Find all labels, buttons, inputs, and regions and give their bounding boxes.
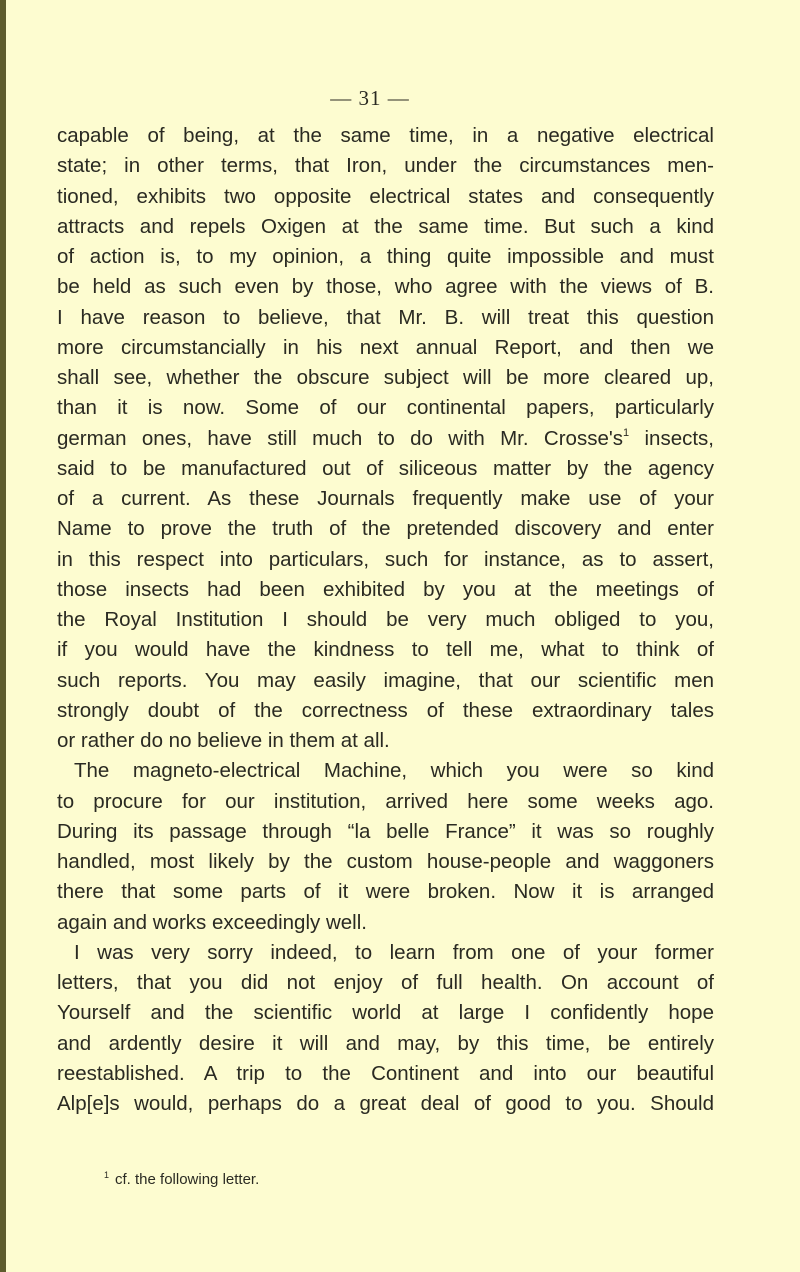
text-line [57, 424, 714, 454]
footnote-text: cf. the following letter. [115, 1171, 260, 1188]
text-line [57, 968, 714, 998]
text-line [57, 726, 714, 756]
text-line-content: said to be manufactured out of siliceous matter by the agency [57, 456, 714, 480]
text-line-content: in this respect into particulars, such for instance, as to assert, [57, 547, 714, 571]
text-line-content: attracts and repels Oxigen at the same time. But such a kind [57, 214, 714, 238]
text-line-content: those insects had been exhibited by you at the meetings of [57, 577, 714, 601]
text-line-content: reestablished. A trip to the Continent and into our beautiful [57, 1061, 714, 1085]
text-line [57, 545, 714, 575]
text-line-content: Yourself and the scientific world at large I confidently hope [57, 1001, 714, 1025]
text-line [57, 847, 714, 877]
text-line-content: again and works exceedingly well. [57, 910, 367, 934]
text-line-content: strongly doubt of the correctness of these extraordinary tales [57, 698, 714, 722]
text-line [57, 303, 714, 333]
text-line [57, 242, 714, 272]
text-line [57, 333, 714, 363]
text-line-content: handled, most likely by the custom house-people and waggoners [57, 850, 714, 873]
text-line [57, 484, 714, 514]
text-line [57, 605, 714, 635]
footnote-reference: 1 [623, 426, 630, 439]
text-line-content: During its passage through “la belle France” it was so roughly [57, 819, 714, 843]
text-line [57, 514, 714, 544]
page-number: — 31 — [330, 86, 410, 110]
text-line-content: of action is, to my opinion, a thing quite impossible and must [57, 245, 714, 268]
text-line [57, 1089, 714, 1119]
text-line-content: than it is now. Some of our continental papers, particularly [57, 396, 714, 420]
text-line [57, 1059, 714, 1089]
text-line [57, 151, 714, 181]
page-edge [0, 0, 6, 1272]
text-line [57, 272, 714, 302]
text-line-content: state; in other terms, that Iron, under the circumstances men- [57, 154, 714, 178]
text-line [57, 938, 714, 968]
text-line [57, 1029, 714, 1059]
text-line [57, 998, 714, 1028]
text-line-content: of a current. As these Journals frequently make use of your [57, 487, 714, 510]
text-line-content: be held as such even by those, who agree with the views of B. [57, 275, 714, 299]
text-line-content: Alp[e]s would, perhaps do a great deal of good to you. Should [57, 1092, 714, 1115]
text-line [57, 666, 714, 696]
text-line [57, 908, 714, 938]
text-line [57, 121, 714, 151]
text-line-content: and ardently desire it will and may, by this time, be entirely [57, 1031, 714, 1055]
text-line-content: capable of being, at the same time, in a negative electrical [57, 124, 714, 147]
footnote-marker: 1 [104, 1170, 110, 1180]
text-line [57, 756, 714, 786]
text-line [57, 635, 714, 665]
text-line-content: the Royal Institution I should be very much obliged to you, [57, 608, 714, 631]
text-line [57, 454, 714, 484]
text-line-content: such reports. You may easily imagine, that our scientific men [57, 668, 714, 692]
text-line-content: german ones, have still much to do with Mr. Crosse's [57, 426, 624, 450]
text-line [57, 363, 714, 393]
text-line-content: there that some parts of it were broken. Now it is arranged [57, 880, 714, 904]
body-text [57, 121, 714, 1119]
text-line [57, 393, 714, 423]
text-line-content: letters, that you did not enjoy of full health. On account of [57, 971, 714, 994]
text-line-content: shall see, whether the obscure subject will be more cleared up, [57, 366, 714, 389]
text-line-content: tioned, exhibits two opposite electrical states and consequently [57, 184, 714, 208]
text-line [57, 182, 714, 212]
text-line [57, 877, 714, 907]
text-line-content: to procure for our institution, arrived here some weeks ago. [57, 789, 714, 813]
text-line-content: or rather do no believe in them at all. [57, 729, 390, 752]
text-line-content: The magneto-electrical Machine, which you were so kind [74, 759, 714, 783]
text-line [57, 817, 714, 847]
text-line-content: Name to prove the truth of the pretended discovery and enter [57, 517, 714, 541]
text-line-content: I have reason to believe, that Mr. B. will treat this question [57, 305, 714, 329]
text-line-continuation: insects, [629, 426, 714, 450]
text-line-content: more circumstancially in his next annual Report, and then we [57, 335, 714, 359]
text-line-content: if you would have the kindness to tell me, what to think of [57, 638, 714, 662]
text-line [57, 575, 714, 605]
text-line [57, 787, 714, 817]
text-line [57, 696, 714, 726]
text-line-content: I was very sorry indeed, to learn from one of your former [74, 940, 714, 964]
footnote [104, 1170, 259, 1188]
text-line [57, 212, 714, 242]
